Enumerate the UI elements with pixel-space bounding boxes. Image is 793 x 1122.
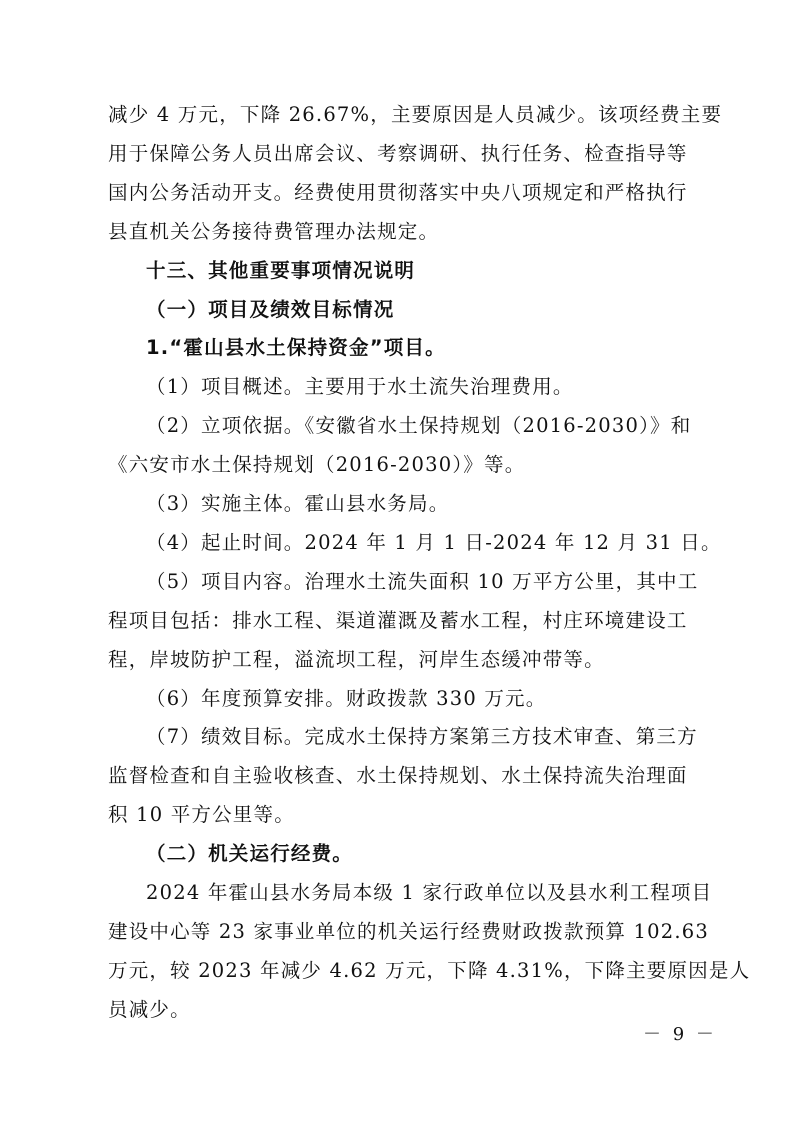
body-text-line: 员减少。 <box>108 998 191 1021</box>
section-heading: 十三、其他重要事项情况说明 <box>146 259 416 282</box>
project-basis-continued: 《六安市水土保持规划（2016-2030）》等。 <box>108 453 526 476</box>
body-text-line: 国内公务活动开支。经费使用贯彻落实中央八项规定和严格执行 <box>108 181 688 204</box>
operating-expenses-heading: （二）机关运行经费。 <box>146 842 354 865</box>
body-text-line: 建设中心等 23 家事业单位的机关运行经费财政拨款预算 102.63 <box>108 920 709 943</box>
page-number: － 9 － <box>643 1024 717 1045</box>
project-basis: （2）立项依据。《安徽省水土保持规划（2016-2030）》和 <box>146 414 692 437</box>
project-content-continued: 程，岸坡防护工程，溢流坝工程，河岸生态缓冲带等。 <box>108 648 605 671</box>
project-content: （5）项目内容。治理水土流失面积 10 万平方公里，其中工 <box>146 570 699 593</box>
implementing-body: （3）实施主体。霍山县水务局。 <box>146 492 450 515</box>
performance-goal-continued: 积 10 平方公里等。 <box>108 803 295 826</box>
performance-goal-continued: 监督检查和自主验收核查、水土保持规划、水土保持流失治理面 <box>108 764 688 787</box>
body-text-line: 县直机关公务接待费管理办法规定。 <box>108 220 440 243</box>
project-content-continued: 程项目包括：排水工程、渠道灌溉及蓄水工程，村庄环境建设工 <box>108 609 688 632</box>
body-text-line: 减少 4 万元，下降 26.67%，主要原因是人员减少。该项经费主要 <box>108 103 723 126</box>
body-text-line: 用于保障公务人员出席会议、考察调研、执行任务、检查指导等 <box>108 142 688 165</box>
project-period: （4）起止时间。2024 年 1 月 1 日-2024 年 12 月 31 日。 <box>146 531 722 554</box>
project-overview: （1）项目概述。主要用于水土流失治理费用。 <box>146 375 574 398</box>
project-heading: 1.“霍山县水土保持资金”项目。 <box>146 336 446 359</box>
body-text-line: 2024 年霍山县水务局本级 1 家行政单位以及县水利工程项目 <box>146 881 713 904</box>
performance-goal: （7）绩效目标。完成水土保持方案第三方技术审查、第三方 <box>146 725 698 748</box>
annual-budget: （6）年度预算安排。财政拨款 330 万元。 <box>146 687 547 710</box>
subsection-heading: （一）项目及绩效目标情况 <box>146 298 395 321</box>
body-text-line: 万元，较 2023 年减少 4.62 万元，下降 4.31%，下降主要原因是人 <box>108 959 751 982</box>
